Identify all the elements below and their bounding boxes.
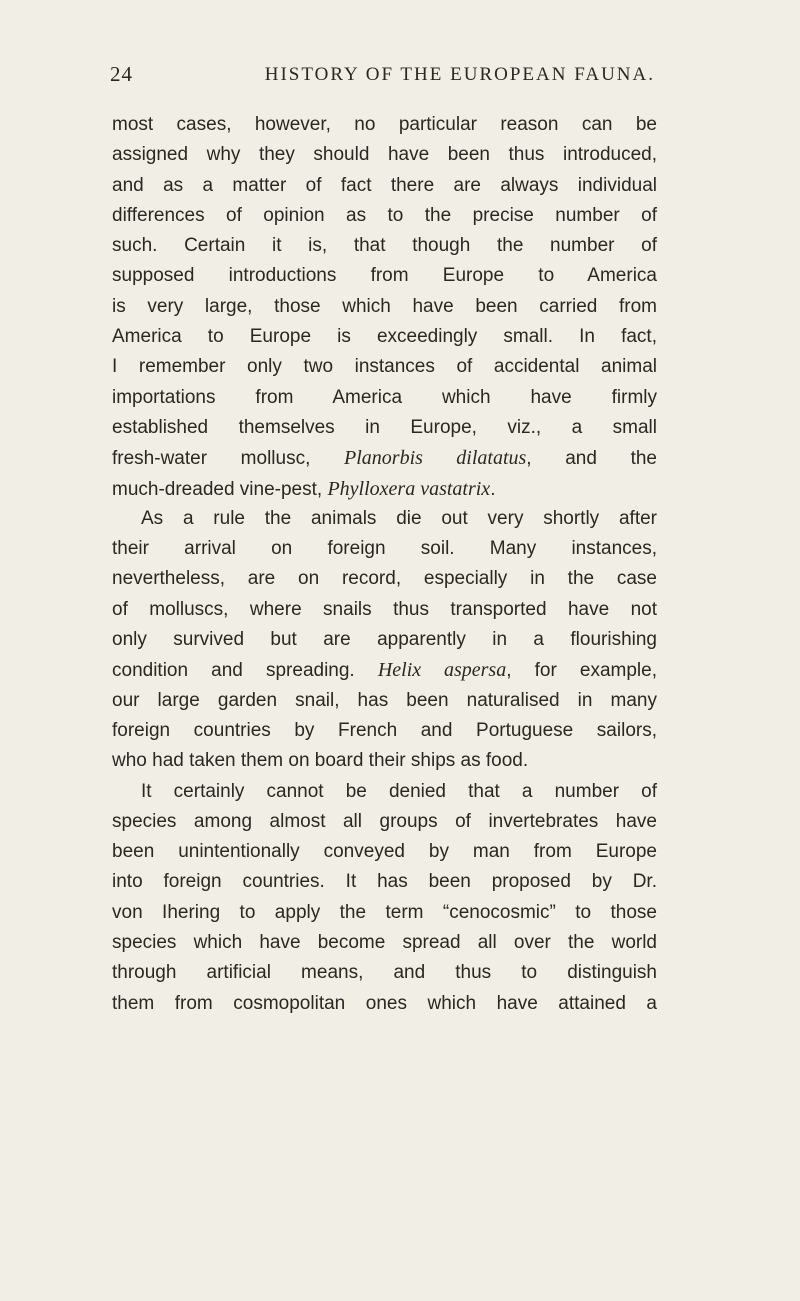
text-line: through artificial means, and thus to distinguish (112, 962, 657, 984)
text-line: into foreign countries. It has been proposed by Dr. (112, 871, 657, 893)
line-text: condition and spreading. (112, 660, 378, 682)
text-line: most cases, however, no particular reason can be (112, 114, 657, 135)
line-text: much-dreaded vine-pest, (112, 478, 328, 500)
text-line: supposed introductions from Europe to America (112, 265, 657, 287)
running-title: HISTORY OF THE EUROPEAN FAUNA. (264, 64, 655, 85)
page-header (110, 62, 655, 92)
text-line (112, 474, 657, 504)
text-line: them from cosmopolitan ones which have attained a (112, 992, 657, 1014)
text-line (112, 443, 657, 473)
text-line: of molluscs, where snails thus transported have not (112, 598, 657, 620)
text-line: is very large, those which have been carried from (112, 295, 657, 317)
text-line: their arrival on foreign soil. Many instances, (112, 538, 657, 560)
species-name: Phylloxera vastatrix (327, 477, 491, 500)
text-line: been unintentionally conveyed by man from Europe (112, 841, 657, 863)
page-number: 24 (110, 62, 133, 86)
text-line: importations from America which have firmly (112, 386, 657, 408)
text-line (112, 655, 657, 685)
line-text: , and the (526, 448, 657, 470)
species-name: Planorbis dilatatus (344, 447, 527, 470)
text-line: I remember only two instances of accidental animal (112, 356, 657, 378)
text-line: nevertheless, are on record, especially in the case (112, 568, 657, 590)
text-line: von Ihering to apply the term “cenocosmic” to those (112, 901, 657, 923)
species-name: Helix aspersa (377, 659, 507, 682)
text-line: assigned why they should have been thus introduced, (112, 144, 657, 166)
text-line: only survived but are apparently in a flourishing (112, 629, 657, 651)
text-line: As a rule the animals die out very shortly after (141, 507, 657, 529)
line-text: . (490, 478, 496, 500)
text-line: America to Europe is exceedingly small. In fact, (112, 326, 657, 348)
text-line: species which have become spread all over the world (112, 932, 657, 954)
text-line: It certainly cannot be denied that a number of (141, 780, 657, 802)
line-text: , for example, (506, 660, 657, 682)
text-line: species among almost all groups of invertebrates have (112, 810, 657, 832)
text-line: established themselves in Europe, viz., a small (112, 416, 657, 438)
text-line: differences of opinion as to the precise number of (112, 204, 657, 226)
body-text (112, 110, 657, 1019)
text-line: foreign countries by French and Portuguese sailors, (112, 719, 657, 741)
text-line: and as a matter of fact there are always individual (112, 174, 657, 196)
line-text: fresh-water mollusc, (112, 448, 345, 470)
text-line: who had taken them on board their ships as food. (112, 750, 529, 772)
text-line: our large garden snail, has been naturalised in many (112, 689, 657, 711)
text-line: such. Certain it is, that though the number of (112, 235, 657, 257)
